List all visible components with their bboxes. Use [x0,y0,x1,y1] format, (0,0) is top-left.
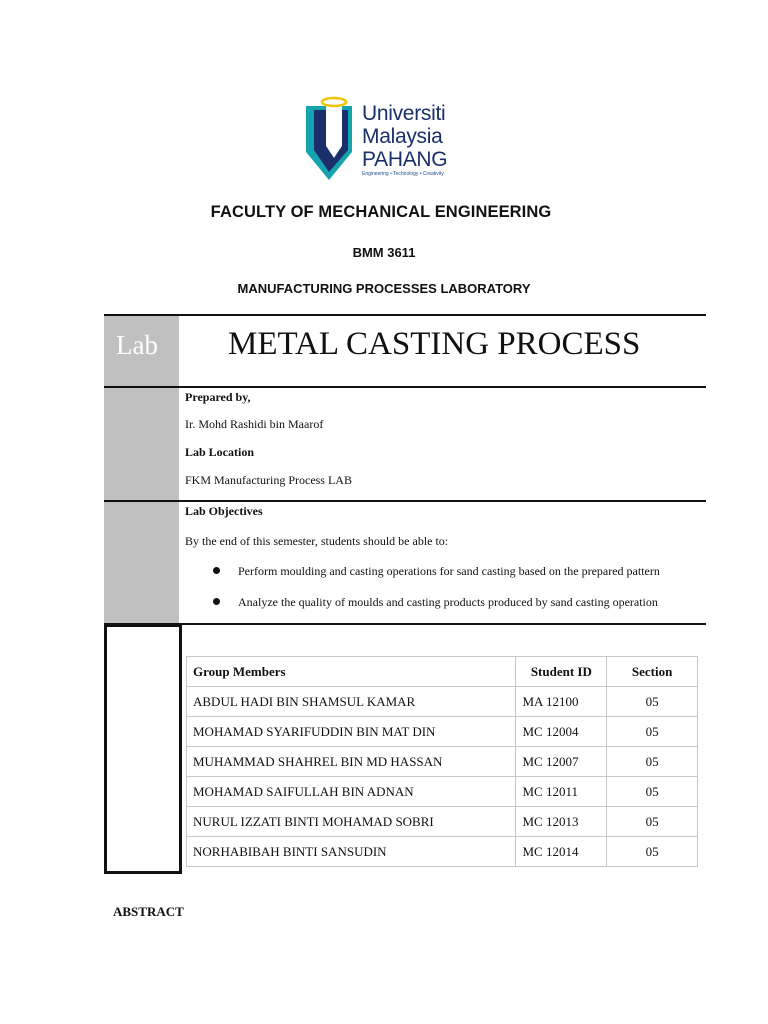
abstract-heading: ABSTRACT [113,904,184,919]
table-row [187,837,698,867]
lab-info-box [104,314,706,626]
prepared-by-value: Ir. Mohd Rashidi bin Maarof [185,417,324,431]
member-id: MC 12007 [516,747,607,777]
member-section: 05 [607,837,698,867]
member-section: 05 [607,747,698,777]
member-name: MUHAMMAD SHAHREL BIN MD HASSAN [187,747,516,777]
member-name: ABDUL HADI BIN SHAMSUL KAMAR [187,687,516,717]
member-id: MC 12014 [516,837,607,867]
member-name: MOHAMAD SAIFULLAH BIN ADNAN [187,777,516,807]
table-row [187,747,698,777]
lab-title: METAL CASTING PROCESS [228,326,641,362]
table-row [187,687,698,717]
university-logo [300,96,475,182]
divider [104,623,706,625]
lab-objectives-label: Lab Objectives [185,504,263,518]
member-section: 05 [607,807,698,837]
member-name: MOHAMAD SYARIFUDDIN BIN MAT DIN [187,717,516,747]
divider [104,500,706,502]
member-id: MC 12011 [516,777,607,807]
course-name: MANUFACTURING PROCESSES LABORATORY [237,281,531,296]
objective-item: Analyze the quality of moulds and casting products produced by sand casting operation [238,595,658,609]
lab-location-label: Lab Location [185,445,255,459]
lab-label: Lab [116,330,158,360]
group-members-table [186,656,698,867]
member-name: NURUL IZZATI BINTI MOHAMAD SOBRI [187,807,516,837]
university-emblem-icon [304,96,354,180]
logo-tagline: Engineering • Technology • Creativity [362,171,444,177]
members-side-box [104,624,182,874]
objective-item: Perform moulding and casting operations for sand casting based on the prepared pattern [238,564,660,578]
column-header-section: Section [607,657,698,687]
member-id: MC 12013 [516,807,607,837]
logo-text-line1: Universiti [362,102,446,125]
member-name: NORHABIBAH BINTI SANSUDIN [187,837,516,867]
table-header-row [187,657,698,687]
lab-location-value: FKM Manufacturing Process LAB [185,473,352,487]
table-row [187,807,698,837]
member-id: MA 12100 [516,687,607,717]
bullet-icon [213,567,220,574]
member-section: 05 [607,687,698,717]
column-header-student-id: Student ID [516,657,607,687]
logo-text-line2: Malaysia [362,125,443,148]
logo-text-line3: PAHANG [362,148,448,171]
bullet-icon [213,598,220,605]
divider [104,386,706,388]
objectives-intro: By the end of this semester, students should be able to: [185,534,449,548]
member-section: 05 [607,777,698,807]
column-header-members: Group Members [187,657,516,687]
prepared-by-label: Prepared by, [185,390,251,404]
course-code: BMM 3611 [352,245,416,260]
faculty-heading: FACULTY OF MECHANICAL ENGINEERING [210,203,552,221]
member-id: MC 12004 [516,717,607,747]
member-section: 05 [607,717,698,747]
table-row [187,777,698,807]
table-row [187,717,698,747]
divider [104,314,706,316]
